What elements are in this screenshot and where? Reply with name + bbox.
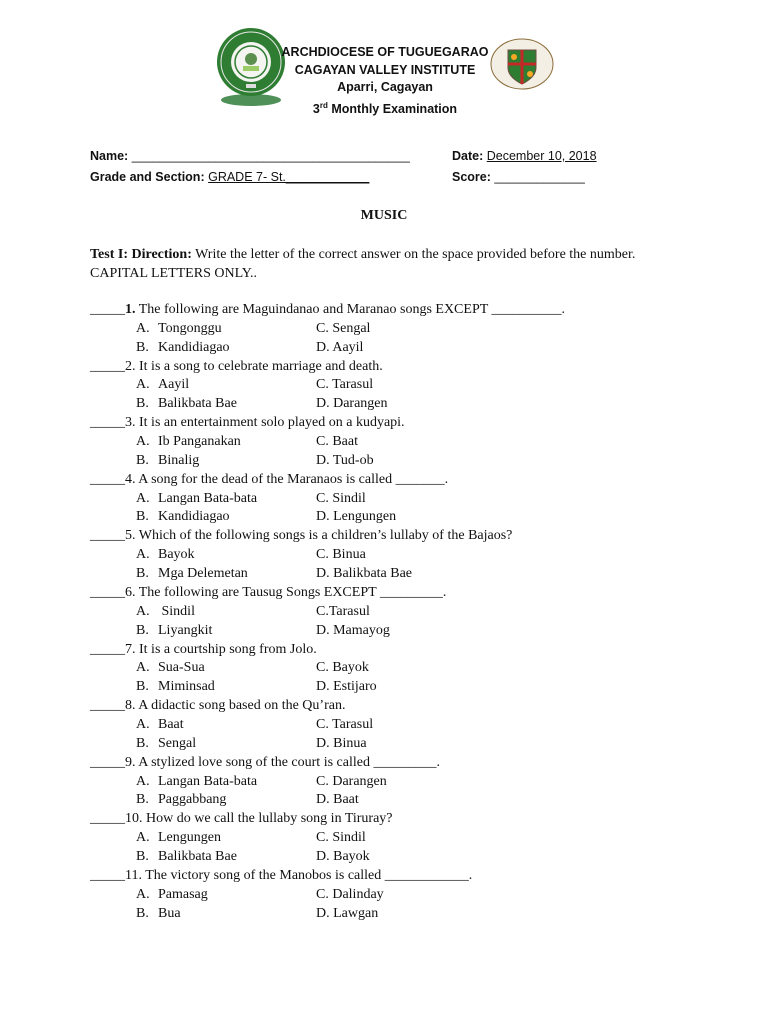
option-c: C. Sindil — [316, 490, 366, 506]
question-number: 5. — [125, 528, 136, 544]
question-number: 3. — [125, 415, 136, 431]
question-item — [90, 472, 448, 488]
archdiocese-line: ARCHDIOCESE OF TUGUEGARAO — [281, 45, 489, 59]
option-c: C. Sindil — [316, 830, 366, 846]
test-direction: Test I: Direction: Write the letter of the correct answer on the space provided before the number. CAPITAL LETTERS ONLY.. — [90, 247, 636, 281]
question-text: It is a courtship song from Jolo. — [135, 641, 317, 657]
exam-title: 3rd Monthly Examination — [312, 100, 458, 116]
option-a: A. Langan Bata-bata — [136, 773, 258, 789]
question-text: The victory song of the Manobos is called ____________. — [141, 868, 473, 883]
question-number: 9. — [125, 754, 136, 770]
option-d: D. Aayil — [316, 339, 364, 355]
question-item — [90, 755, 440, 771]
option-a: A. Sindil — [136, 603, 195, 619]
option-a: A. Lengungen — [136, 830, 221, 846]
question-text: Which of the following songs is a children’s lullaby of the Bajaos? — [135, 528, 513, 544]
option-a: A. Langan Bata-bata — [136, 490, 258, 506]
option-b: B. Kandidiagao — [136, 509, 230, 525]
option-b: B. Sengal — [136, 735, 197, 751]
option-c: C. Baat — [316, 434, 358, 449]
option-c: C. Sengal — [316, 320, 371, 336]
question-number: 1. — [125, 302, 136, 317]
answer-blank[interactable]: _____ — [90, 358, 125, 374]
option-c: C. Binua — [316, 547, 366, 563]
question-text: The following are Tausug Songs EXCEPT _________. — [135, 585, 447, 600]
question-number: 8. — [125, 698, 136, 714]
answer-blank[interactable]: _____ — [90, 868, 125, 883]
question-text: A didactic song based on the Qu’ran. — [135, 698, 346, 714]
question-item — [90, 415, 405, 431]
question-item — [90, 642, 317, 658]
option-a: A. Tongonggu — [136, 320, 222, 336]
question-item — [90, 811, 393, 827]
question-text: A song for the dead of the Maranaos is called _______. — [135, 471, 449, 487]
option-d: D. Baat — [316, 792, 359, 808]
question-text: It is a song to celebrate marriage and death. — [135, 358, 383, 374]
question-text: The following are Maguindanao and Maranao songs EXCEPT __________. — [135, 302, 566, 317]
option-b: B. Binalig — [136, 452, 200, 468]
institute-line: CAGAYAN VALLEY INSTITUTE — [294, 62, 476, 77]
option-c: C. Darangen — [316, 773, 387, 789]
option-c: C. Tarasul — [316, 717, 374, 732]
question-text: How do we call the lullaby song in Tiruray? — [142, 811, 393, 827]
option-c: C. Dalinday — [316, 886, 384, 902]
subject-title: MUSIC — [360, 208, 408, 223]
question-number: 10. — [125, 811, 143, 827]
name-field[interactable]: Name: ________________________________________ — [90, 149, 410, 163]
school-header — [270, 44, 500, 118]
option-a: A. Sua-Sua — [136, 660, 205, 676]
grade-section-field[interactable]: Grade and Section: GRADE 7- St.____________ — [90, 170, 370, 184]
question-item — [90, 868, 472, 884]
question-number: 6. — [125, 585, 136, 600]
location-line: Aparri, Cagayan — [337, 80, 433, 94]
option-a: A. Pamasag — [136, 886, 208, 902]
option-c: C.Tarasul — [316, 603, 370, 619]
date-field: Date: December 10, 2018 — [452, 149, 597, 163]
option-a: A. Baat — [136, 717, 184, 732]
question-number: 2. — [125, 358, 136, 374]
option-c: C. Bayok — [316, 660, 369, 676]
answer-blank[interactable]: _____ — [90, 811, 125, 827]
option-b: B. Liyangkit — [136, 622, 213, 638]
answer-blank[interactable]: _____ — [90, 754, 125, 770]
question-item — [90, 528, 512, 544]
option-a: A. Ib Panganakan — [136, 434, 241, 449]
answer-blank[interactable]: _____ — [90, 415, 125, 431]
option-d: D. Lawgan — [316, 905, 379, 921]
score-field[interactable]: Score: _____________ — [452, 170, 585, 184]
option-b: B. Balikbata Bae — [136, 849, 237, 864]
option-b: B. Mga Delemetan — [136, 566, 248, 581]
question-text: A stylized love song of the court is called _________. — [135, 754, 440, 770]
option-c: C. Tarasul — [316, 377, 374, 393]
option-d: D. Darangen — [316, 396, 388, 412]
option-d: D. Lengungen — [316, 509, 397, 525]
option-b: B. Paggabbang — [136, 792, 227, 808]
question-text: It is an entertainment solo played on a kudyapi. — [135, 415, 405, 431]
answer-blank[interactable]: _____ — [90, 641, 125, 657]
question-item — [90, 585, 446, 601]
option-d: D. Estijaro — [316, 679, 377, 695]
option-b: B. Miminsad — [136, 679, 215, 695]
option-d: D. Balikbata Bae — [316, 566, 413, 581]
question-item — [90, 698, 345, 714]
question-number: 11. — [125, 868, 142, 883]
option-b: B. Kandidiagao — [136, 339, 230, 355]
question-number: 4. — [125, 471, 136, 487]
option-d: D. Mamayog — [316, 622, 390, 638]
answer-blank[interactable]: _____ — [90, 302, 125, 317]
question-number: 7. — [125, 641, 136, 657]
answer-blank[interactable]: _____ — [90, 585, 125, 600]
question-item — [90, 359, 383, 375]
option-d: D. Tud-ob — [316, 452, 374, 468]
option-b: B. Balikbata Bae — [136, 396, 237, 412]
option-d: D. Bayok — [316, 849, 370, 864]
question-item — [90, 302, 565, 318]
answer-blank[interactable]: _____ — [90, 528, 125, 544]
option-a: A. Bayok — [136, 547, 195, 563]
option-a: A. Aayil — [136, 377, 190, 393]
option-d: D. Binua — [316, 735, 367, 751]
answer-blank[interactable]: _____ — [90, 471, 125, 487]
option-b: B. Bua — [136, 905, 181, 921]
answer-blank[interactable]: _____ — [90, 698, 125, 714]
